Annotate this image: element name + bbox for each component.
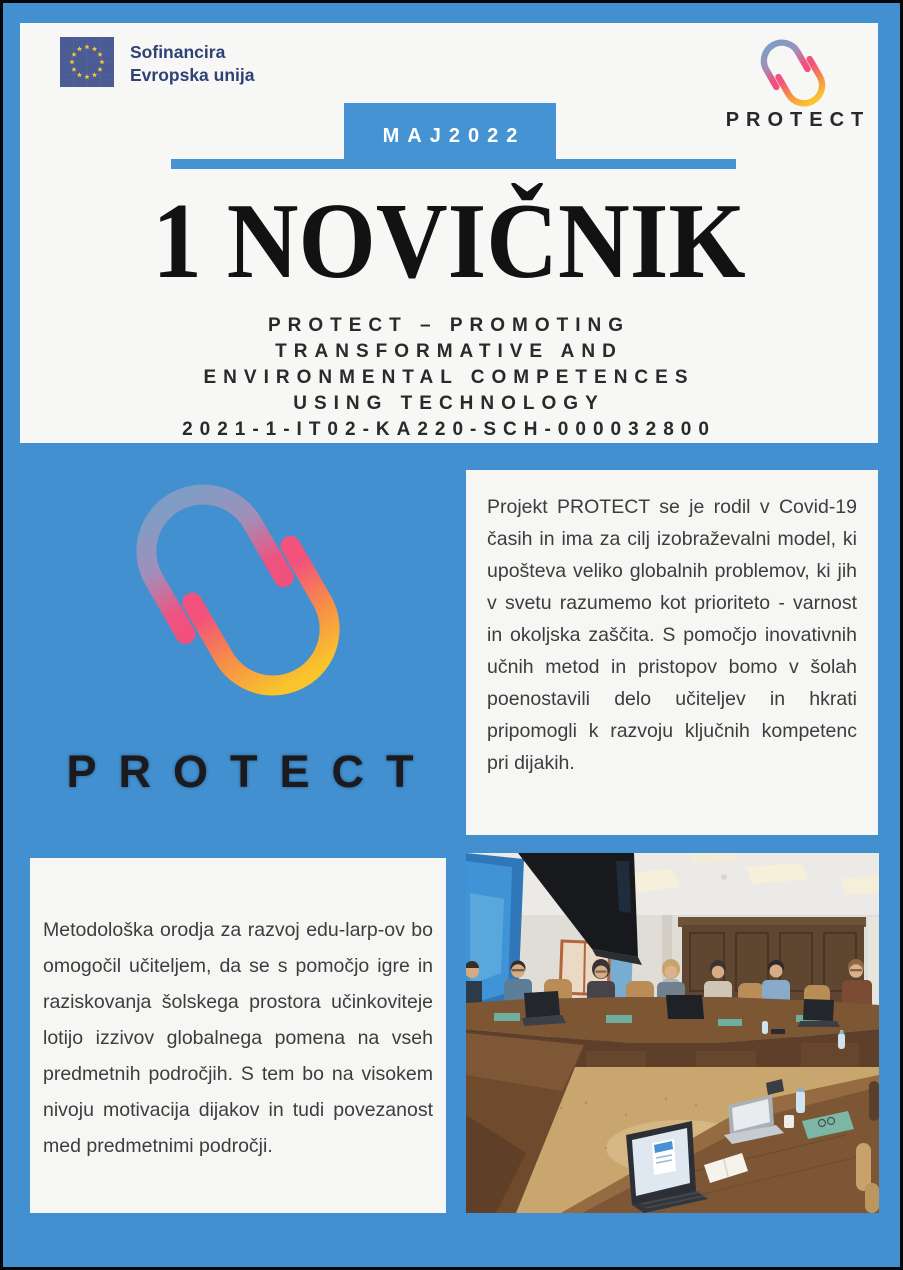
title-underline-bar (171, 159, 736, 169)
subtitle-line-2: TRANSFORMATIVE AND (275, 341, 623, 362)
subtitle-line-5: 2021-1-IT02-KA220-SCH-000032800 (182, 419, 716, 440)
eu-funding-block (60, 37, 255, 87)
header-panel (20, 23, 878, 443)
about-project-box (466, 470, 878, 835)
protect-logo-icon (753, 33, 833, 113)
eu-funding-label (130, 41, 255, 87)
newsletter-title: 1 NOVIČNIK (152, 182, 746, 301)
subtitle-line-4: USING TECHNOLOGY (293, 393, 605, 414)
eu-flag-icon (60, 37, 114, 87)
eu-funding-line1: Sofinancira (130, 42, 226, 62)
meeting-photo (466, 853, 879, 1213)
project-subtitle (20, 313, 878, 443)
subtitle-line-3: ENVIRONMENTAL COMPETENCES (203, 367, 695, 388)
protect-wordmark-large: PROTECT (66, 746, 436, 797)
issue-badge-label: MAJ2022 (382, 124, 526, 147)
subtitle-line-1: PROTECT – PROMOTING (267, 315, 631, 336)
meeting-photo-illustration (466, 853, 879, 1213)
methodology-text: Metodološka orodja za razvoj edu-larp-ov bo omogočil učiteljem, da se s pomočjo igre in raziskovanja šolskega prostora učinkoviteje lotijo izzivov globalnega pomena na vseh predmetnih področjih. S tem bo na visokem nivoju motivacija dijakov in tudi povezanost med predmetnimi področji. (43, 919, 433, 1157)
protect-logo-wordmark: PROTECT (725, 109, 871, 131)
about-project-text: Projekt PROTECT se je rodil v Covid-19 časih in ima za cilj izobraževalni model, ki upošteva veliko globalnih problemov, ki jih v svetu razumemo kot prioriteto - varnost in okoljska zaščita. S pomočjo inovativnih učnih metod in pristopov bomo v šolah poenostavili delo učiteljev in hkrati pripomogli k razvoju ključnih kompetenc pri dijakih. (487, 496, 857, 774)
eu-funding-line2: Evropska unija (130, 65, 255, 85)
protect-logo-large-icon (112, 464, 364, 716)
methodology-box (30, 858, 446, 1213)
